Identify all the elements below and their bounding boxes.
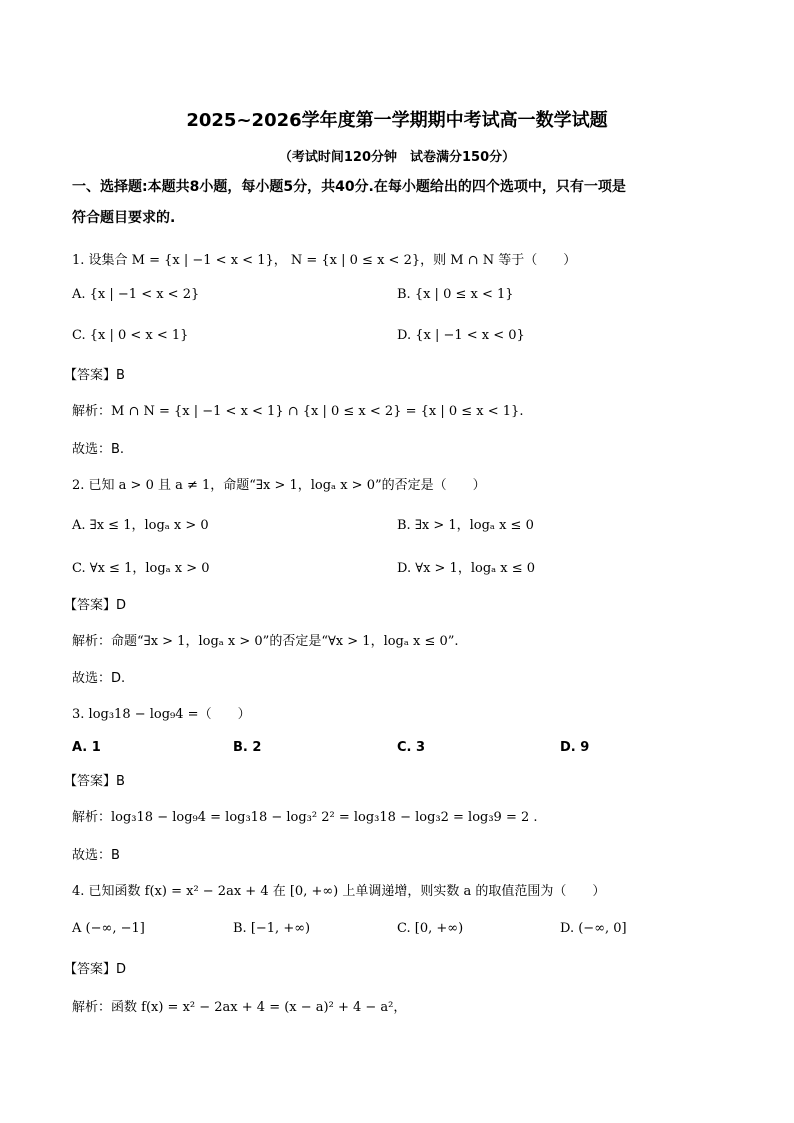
q2-analysis: 解析：命题“∃x > 1，logₐ x > 0”的否定是“∀x > 1，logₐ x ≤ 0”.	[72, 634, 459, 649]
q3-option-a: A. 1	[72, 740, 101, 755]
q2-choice: 故选：D.	[72, 671, 126, 686]
exam-subtitle: （考试时间120分钟 试卷满分150分）	[278, 150, 516, 165]
q3-answer: 【答案】B	[64, 774, 125, 789]
q3-stem: 3. log₃18 − log₉4 =（ ）	[72, 707, 251, 722]
q1-analysis: 解析：M ∩ N = {x | −1 < x < 1} ∩ {x | 0 ≤ x < 2} = {x | 0 ≤ x < 1}.	[72, 404, 524, 419]
q1-stem: 1. 设集合 M = {x | −1 < x < 1}， N = {x | 0 ≤ x < 2}，则 M ∩ N 等于（ ）	[72, 253, 577, 268]
q4-option-a: A (−∞, −1]	[72, 921, 145, 936]
exam-title: 2025~2026学年度第一学期期中考试高一数学试题	[186, 110, 608, 131]
q1-option-d: D. {x | −1 < x < 0}	[397, 328, 525, 343]
q2-option-d: D. ∀x > 1，logₐ x ≤ 0	[397, 561, 536, 576]
section-heading-line1: 一、选择题:本题共8小题，每小题5分，共40分.在每小题给出的四个选项中，只有一项是	[72, 179, 626, 195]
q4-answer: 【答案】D	[64, 962, 127, 977]
q3-option-b: B. 2	[233, 740, 262, 755]
q3-option-c: C. 3	[397, 740, 426, 755]
q3-choice: 故选：B	[72, 848, 120, 863]
section-heading-line2: 符合题目要求的.	[72, 210, 176, 226]
q4-stem: 4. 已知函数 f(x) = x² − 2ax + 4 在 [0, +∞) 上单调递增，则实数 a 的取值范围为（ ）	[72, 884, 606, 899]
q4-option-d: D. (−∞, 0]	[560, 921, 627, 936]
q2-option-a: A. ∃x ≤ 1，logₐ x > 0	[72, 518, 209, 533]
q1-option-c: C. {x | 0 < x < 1}	[72, 328, 189, 343]
q3-analysis: 解析：log₃18 − log₉4 = log₃18 − log₃² 2² = log₃18 − log₃2 = log₃9 = 2 .	[72, 810, 538, 825]
q4-option-c: C. [0, +∞)	[397, 921, 464, 936]
q2-stem: 2. 已知 a > 0 且 a ≠ 1，命题“∃x > 1，logₐ x > 0”的否定是（ ）	[72, 478, 486, 493]
q1-answer: 【答案】B	[64, 368, 125, 383]
q4-option-b: B. [−1, +∞)	[233, 921, 311, 936]
q2-answer: 【答案】D	[64, 598, 127, 613]
q4-analysis: 解析：函数 f(x) = x² − 2ax + 4 = (x − a)² + 4 − a²，	[72, 1000, 407, 1015]
q1-option-b: B. {x | 0 ≤ x < 1}	[397, 287, 514, 302]
q1-option-a: A. {x | −1 < x < 2}	[72, 287, 200, 302]
q3-option-d: D. 9	[560, 740, 590, 755]
q2-option-c: C. ∀x ≤ 1，logₐ x > 0	[72, 561, 210, 576]
q2-option-b: B. ∃x > 1，logₐ x ≤ 0	[397, 518, 534, 533]
q1-choice: 故选：B.	[72, 442, 125, 457]
